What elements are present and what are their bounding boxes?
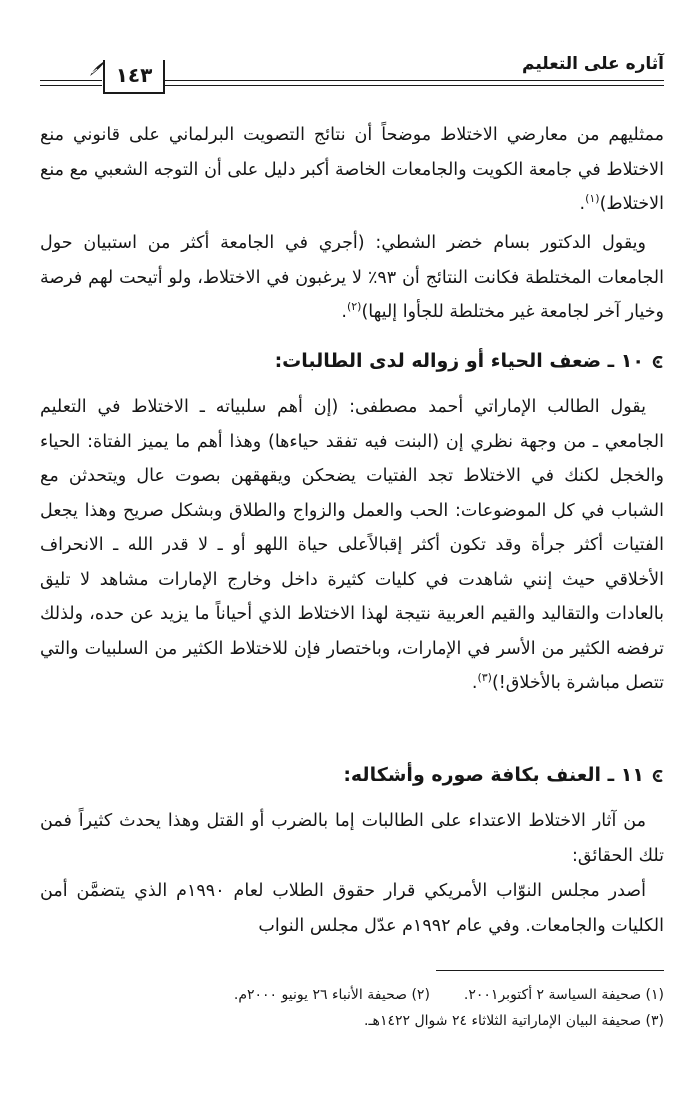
- paragraph-5: [40, 874, 664, 943]
- paragraph-2: [40, 226, 664, 330]
- page-number: ١٤٣: [103, 60, 165, 94]
- paragraph-3-text: يقول الطالب الإماراتي أحمد مصطفى: (إن أهم سلبياته ـ الاختلاط في التعليم الجامعي ـ من وجهة نظري إن (البنت فيه تفقد حياءها) وهذا أهم ما يميز الفتاة: الحياء والخجل لكنك في الاختلاط تجد الفتيات يضحكن ويقهقهن بصوت عال ويتحدثن مع الشباب في كل الموضوعات: الحب والعمل والزواج والطلاق وبشكل صريح وهذا يجعل الفتيات أكثر جرأة وقد تكون أكثر إقبالاًعلى حياة اللهو أو ـ لا قدر الله ـ الانحراف الأخلاقي حيث إنني شاهدت في كليات كثيرة داخل وخارج الإمارات مشاهد لا تليق بالعادات والتقاليد والقيم العربية نتيجة لهذا الاختلاط الذي أحياناً ما يزيد عن حده، ولذلك ترفضه الكثير من الأسر في الإمارات، وباختصار فإن للاختلاط الكثير من السلبيات والتي تتصل مباشرة بالأخلاق!): [40, 397, 664, 693]
- footnotes: [40, 982, 664, 1034]
- paragraph-2-text: ويقول الدكتور بسام خضر الشطي: (أجري في الجامعة أكثر من استبيان حول الجامعات المختلطة فكانت النتائج أن ٩٣٪ لا يرغبون في الاختلاط، ولو أتيحت لهم فرصة وخيار آخر لجامعة غير مختلطة للجأوا إليها): [40, 233, 664, 322]
- footnote-1: (١) صحيفة السياسة ٢ أكتوبر٢٠٠١.: [463, 987, 664, 1003]
- header-rule: [110, 80, 664, 86]
- section-marker-icon: [652, 770, 664, 782]
- footnote-ref-3: (٣): [477, 671, 492, 685]
- paragraph-2-end: .: [341, 302, 347, 322]
- paragraph-1-text: ممثليهم من معارضي الاختلاط موضحاً أن نتائج التصويت البرلماني على قانوني منع الاختلاط في جامعة الكويت والجامعات الخاصة أكبر دليل على أن التوجه الشعبي مع منع الاختلاط): [40, 125, 664, 214]
- section-heading-11-text: ١١ ـ العنف بكافة صوره وأشكاله:: [343, 764, 644, 786]
- paragraph-3-end: .: [471, 673, 478, 693]
- paragraph-4: [40, 804, 664, 873]
- header-rule-left: [40, 80, 102, 86]
- section-heading-10: [40, 344, 664, 378]
- paragraph-1: [40, 118, 664, 222]
- running-title: آثاره على التعليم: [522, 54, 664, 74]
- paragraph-1-end: .: [579, 194, 586, 214]
- paragraph-4-text: من آثار الاختلاط الاعتداء على الطالبات إما بالضرب أو القتل وهذا يحدث كثيراً فمن تلك الحقائق:: [40, 811, 664, 866]
- footnote-3: (٣) صحيفة البيان الإماراتية الثلاثاء ٢٤ شوال ١٤٢٢هـ.: [364, 1013, 664, 1029]
- footnote-row-1: [40, 982, 664, 1008]
- section-heading-11: [40, 758, 664, 792]
- footnote-rule: [436, 970, 664, 971]
- section-heading-10-text: ١٠ ـ ضعف الحياء أو زواله لدى الطالبات:: [274, 350, 644, 372]
- footnote-ref-1: (١): [585, 192, 600, 206]
- paragraph-5-text: أصدر مجلس النوّاب الأمريكي قرار حقوق الطلاب لعام ١٩٩٠م الذي يتضمَّن أمن الكليات والجامعات. وفي عام ١٩٩٢م عدّل مجلس النواب: [40, 881, 664, 936]
- footnote-ref-2: (٢): [346, 300, 362, 314]
- section-marker-icon: [652, 356, 664, 368]
- footnote-2: (٢) صحيفة الأنباء ٢٦ يونيو ٢٠٠٠م.: [233, 987, 430, 1003]
- footnote-row-2: [40, 1008, 664, 1034]
- paragraph-3: [40, 390, 664, 701]
